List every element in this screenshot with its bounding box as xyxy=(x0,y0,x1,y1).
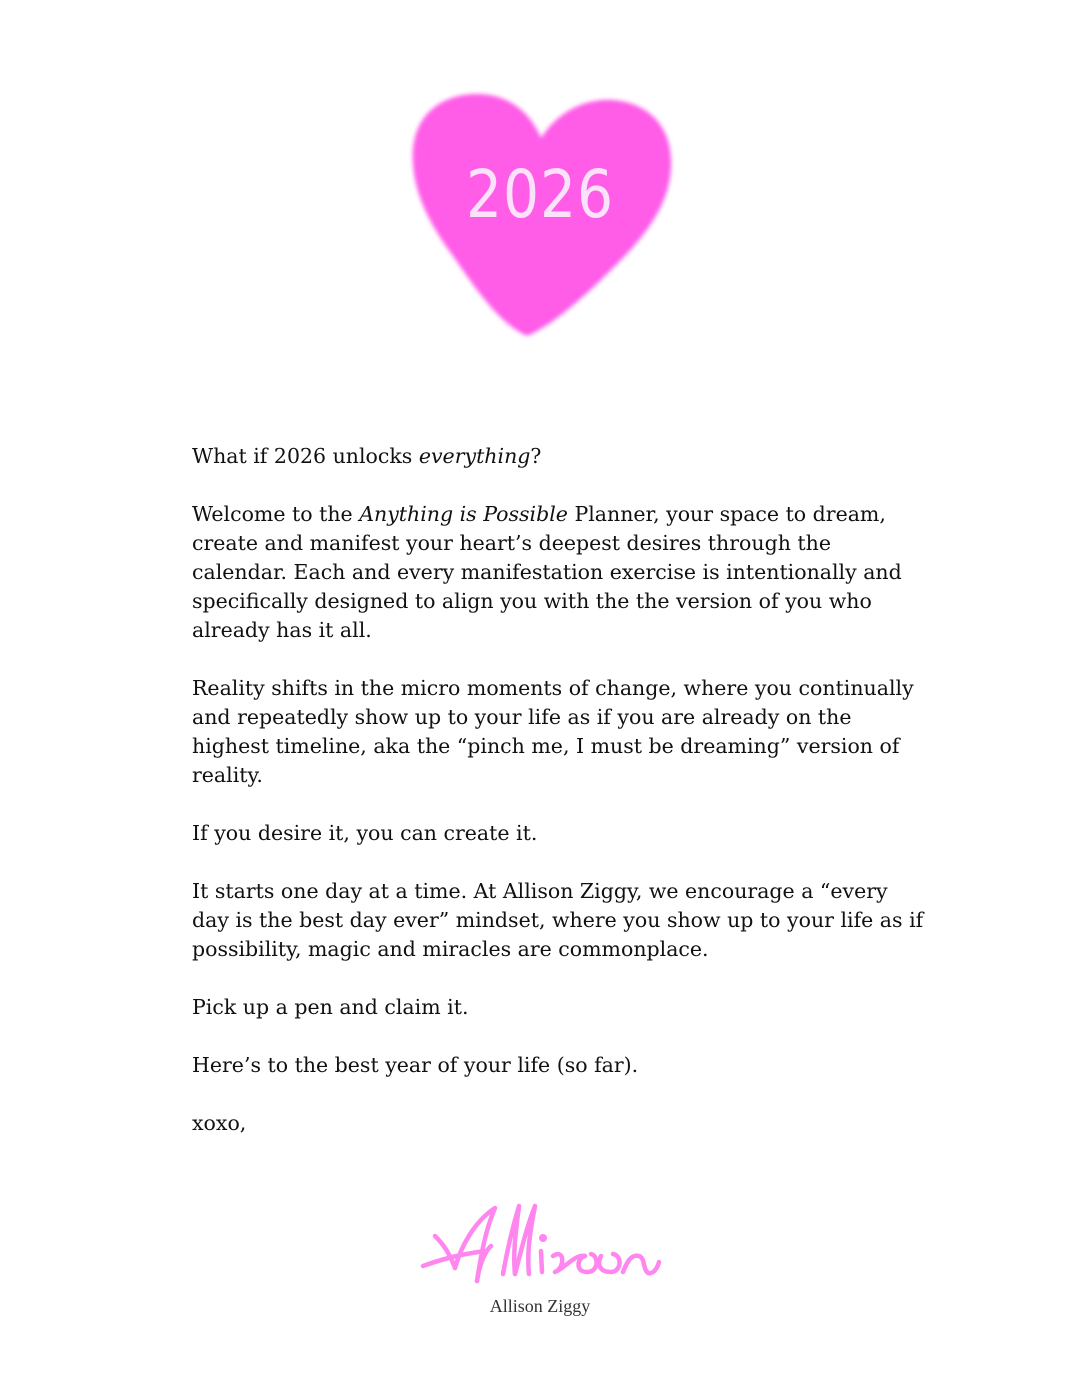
letter-body xyxy=(192,442,930,1167)
letter-paragraph-1: What if 2026 unlocks everything? xyxy=(192,444,542,468)
signature-icon xyxy=(415,1196,665,1296)
heart-graphic xyxy=(405,86,680,344)
letter-paragraph-6: Pick up a pen and claim it. xyxy=(192,995,469,1019)
letter-paragraph-2: Welcome to the Anything is Possible Planner, your space to dream, create and manifest your heart’s deepest desires through the calendar. Each and every manifestation exercise is intentionally and specifically designed to align you with the the version of you who already has it all. xyxy=(192,502,902,642)
signature-name: Allison Ziggy xyxy=(489,1296,591,1316)
handwritten-signature xyxy=(415,1196,665,1306)
heart-year-text: 2026 xyxy=(466,156,614,233)
letter-paragraph-3: Reality shifts in the micro moments of change, where you continually and repeatedly show up to your life as if you are already on the highest timeline, aka the “pinch me, I must be dreaming” version of reality. xyxy=(192,676,914,787)
letter-closing: xoxo, xyxy=(192,1111,247,1135)
letter-paragraph-7: Here’s to the best year of your life (so far). xyxy=(192,1053,639,1077)
letter-paragraph-4: If you desire it, you can create it. xyxy=(192,821,538,845)
letter-paragraph-5: It starts one day at a time. At Allison Ziggy, we encourage a “every day is the best day ever” mindset, where you show up to your life as if possibility, magic and miracles are commonplace. xyxy=(192,879,924,961)
